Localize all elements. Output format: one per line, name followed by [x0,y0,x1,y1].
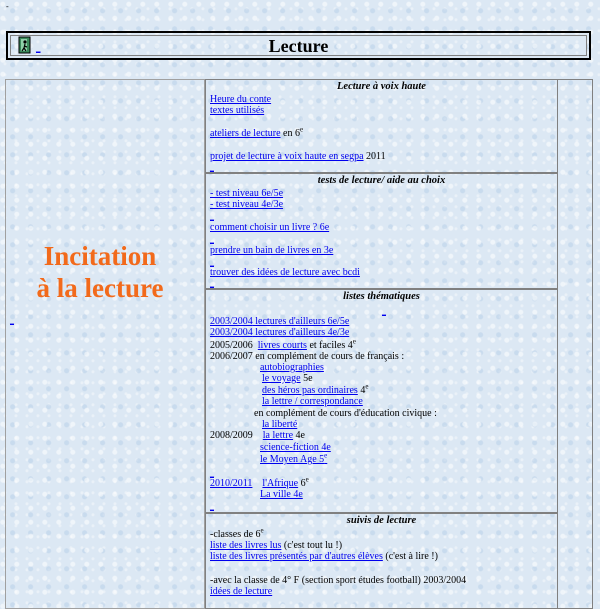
heros-suffix: 4 [357,385,366,396]
liberte-link[interactable]: la liberté [262,419,298,430]
livres-courts-link[interactable]: livres courts [257,340,307,351]
classe-4f-text: -avec la classe de 4° F (section sport études football) 2003/2004 [210,575,467,586]
test-6e5e-link[interactable]: - test niveau 6e/5e [210,188,284,199]
section-lecture-voix-haute [205,79,558,173]
moyen-age-sup: e [324,451,328,460]
projet-link[interactable]: projet de lecture à voix haute en segpa [210,151,364,162]
heros-sup: e [365,382,369,391]
section-suivis-lecture [205,513,558,609]
lectures-ailleurs-6e5e-year[interactable]: 2003/2004 [210,316,253,327]
afrique-suffix: 6 [298,478,306,489]
left-cell [5,79,205,609]
moyen-age-link[interactable] [210,451,328,465]
page-title: Lecture [268,36,329,56]
incitation-line-2: à la lecture [36,273,164,303]
ateliers-link[interactable]: ateliers de lecture [210,128,281,139]
y2010-year[interactable]: 2010/2011 [210,478,253,489]
title-bar [6,31,591,60]
tests-dash-4[interactable]: _ [210,279,214,288]
ville-line [210,489,303,500]
textes-utilises-link[interactable]: textes utilisés [210,105,265,116]
section-title: listes thématiques [343,291,420,302]
classes-6e-sup: e [260,526,264,535]
voix-dash-link[interactable]: _ [210,163,214,172]
autobiographies-link[interactable]: autobiographies [260,362,324,373]
voyage-suffix: 5e [300,373,313,384]
ateliers-line [210,125,304,139]
livres-lus-line [210,540,342,551]
lectures-ailleurs-6e5e-link[interactable]: lectures d'ailleurs 6e/5e [252,316,350,327]
classes-6e-text: -classes de 6 [210,529,261,540]
voyage-link[interactable]: le voyage [262,373,301,384]
section-tests-lecture [205,173,558,289]
projet-suffix: 2011 [363,151,386,162]
listes-row-3 [210,337,356,351]
tests-dash-2[interactable]: _ [210,235,214,244]
tests-dash-3[interactable]: _ [210,258,214,267]
ateliers-sup: e [299,125,304,134]
projet-line [210,151,386,162]
incitation-heading [0,240,200,304]
lettre-correspondance-link[interactable]: la lettre / correspondance [262,396,363,407]
livres-courts-sup: e [352,337,356,346]
moyen-age-text: le Moyen Age 5 [260,454,325,465]
test-4e3e-link[interactable]: - test niveau 4e/3e [210,199,284,210]
choisir-livre-link[interactable]: comment choisir un livre ? 6e [210,222,330,233]
classes-6e-line [210,526,264,540]
heure-du-conte-link[interactable]: Heure du conte [210,94,272,105]
trouver-idees-link[interactable]: trouver des idées de lecture avec bcdi [210,267,360,278]
livres-courts-year: 2005/2006 [210,340,253,351]
livres-presentes-suffix: (c'est à lire !) [382,551,438,562]
idees-lecture-link[interactable]: idées de lecture [210,586,273,597]
science-fiction-link[interactable]: science-fiction 4e [260,442,331,453]
listes-row-2010 [210,475,309,489]
complement-francais-text: 2006/2007 en complément de cours de français : [210,351,405,362]
listes-row-1 [210,316,349,327]
listes-dash-end[interactable]: _ [210,502,214,511]
tests-dash-1[interactable]: _ [210,212,214,221]
lectures-ailleurs-4e3e-link[interactable]: lectures d'ailleurs 4e/3e [252,327,350,338]
livres-courts-suffix: et faciles 4 [306,340,353,351]
y2008-year: 2008/2009 [210,430,253,441]
lettre-4e-suffix: 4e [293,430,305,441]
ville-link[interactable]: La ville 4e [260,489,303,500]
ateliers-suffix: en 6 [280,128,300,139]
livres-lus-suffix: (c'est tout lu !) [281,540,343,551]
voyage-line [262,373,313,384]
section-title: Lecture à voix haute [337,81,426,92]
lettre-4e-link[interactable]: la lettre [262,430,294,441]
incitation-line-1: Incitation [43,241,157,271]
lectures-ailleurs-4e3e-year[interactable]: 2003/2004 [210,327,253,338]
listes-row-2 [210,327,349,338]
afrique-sup: e [305,475,309,484]
door-link[interactable]: _ [36,43,41,53]
complement-civique-text: en complément de cours d'éducation civique : [254,408,437,419]
moyen-age-line [210,451,328,465]
top-dash: - [6,2,9,11]
heros-link[interactable]: des héros pas ordinaires [262,385,358,396]
listes-dash-bottom[interactable]: _ [210,469,214,478]
section-title: tests de lecture/ aide au choix [317,175,446,186]
bain-livres-link[interactable]: prendre un bain de livres en 3e [210,245,334,256]
section-title: suivis de lecture [346,515,417,526]
listes-dash-top[interactable]: _ [382,307,386,316]
heros-line [262,382,369,396]
afrique-link[interactable]: l'Afrique [262,478,299,489]
left-dash-link[interactable]: _ [10,316,14,325]
section-listes-thematiques [205,289,558,513]
listes-row-2008 [210,430,305,441]
livres-presentes-line [210,551,438,562]
livres-presentes-link[interactable]: liste des livres présentés par d'autres élèves [210,551,383,562]
livres-lus-link[interactable]: liste des livres lus [210,540,282,551]
